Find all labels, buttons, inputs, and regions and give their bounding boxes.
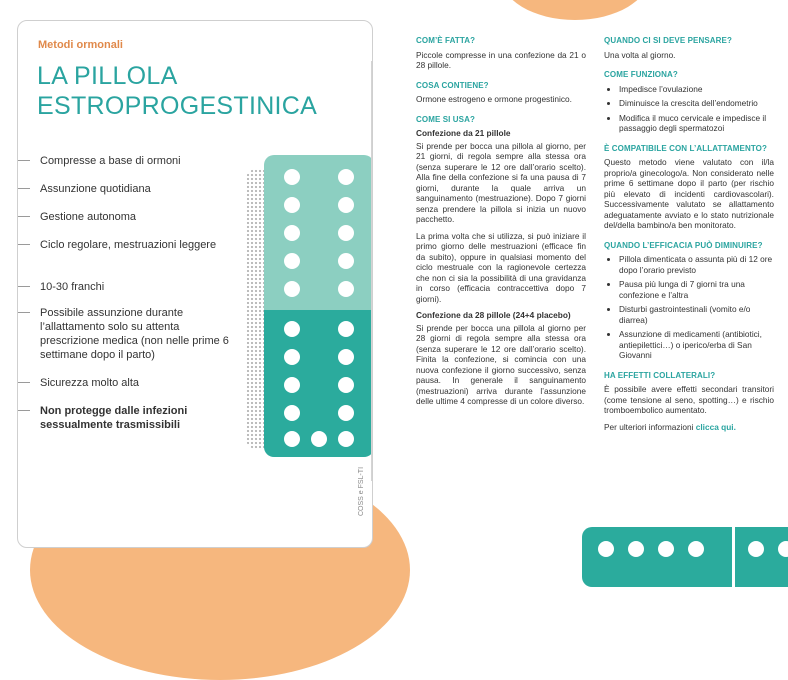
pill (284, 281, 300, 297)
list-item: • Pausa più lunga di 7 giorni tra una confezione e l’altra (619, 279, 774, 300)
list-item: • Diminuisce la crescita dell’endometrio (619, 98, 774, 109)
pill (338, 225, 354, 241)
list-item: • Modifica il muco cervicale e impedisce il passaggio degli spermatozoi (619, 113, 774, 134)
feature-text: Non protegge dalle infezioni sessualmente trasmissibili (40, 405, 188, 431)
pill (284, 405, 300, 421)
pill-pack-illustration (264, 155, 373, 457)
section-side-effects (604, 371, 774, 433)
section-usage (416, 115, 586, 407)
title-line-2: ESTROPROGESTINICA (37, 92, 318, 120)
summary-card (17, 20, 373, 548)
section-text: Si prende per bocca una pillola al giorno, per 21 giorni, di regola sempre alla stessa ora (senza superare le 12 ore dall’orario scelto). Alla fine della confezione si fa una pausa di 7 giorni, durante la quale arriva un sanguinamento (mestruazione). Dopo 7 giorni senza prendere la pillola si inizia un nuovo pacchetto. (416, 140, 586, 224)
list-item: • Pillola dimenticata o assunta più di 12 ore dopo l’orario previsto (619, 254, 774, 275)
tick-mark (18, 216, 30, 217)
content-column-right (604, 36, 774, 442)
pill (338, 197, 354, 213)
title-line-1: LA PILLOLA (37, 62, 178, 90)
pill (338, 405, 354, 421)
pill (284, 431, 300, 447)
feature-text: Possibile assunzione durante l’allattamento solo su attenta prescrizione medica (non nelle prime 6 settimane dopo il parto) (40, 307, 229, 361)
pill (338, 349, 354, 365)
list-item: • Disturbi gastrointestinali (vomito e/o diarrea) (619, 304, 774, 325)
pill (338, 321, 354, 337)
pill (338, 431, 354, 447)
content-column-left (416, 36, 586, 417)
feature-text: 10-30 franchi (40, 281, 105, 293)
section-contains (416, 81, 586, 105)
feature-text: Gestione autonoma (40, 211, 137, 223)
tick-mark (18, 188, 30, 189)
feature-text: Ciclo regolare, mestruazioni leggere (40, 239, 217, 251)
section-breastfeeding (604, 144, 774, 231)
pill (598, 541, 614, 557)
pill (284, 197, 300, 213)
section-text: È possibile avere effetti secondari transitori (come tensione al seno, spotting…) e rischio tromboembolico aumentato. (604, 384, 774, 415)
tick-mark (18, 286, 30, 287)
bullet-list (604, 84, 774, 134)
mini-pill-pack (582, 527, 788, 587)
section-heading: QUANDO CI SI DEVE PENSARE? (604, 36, 732, 45)
credit-text: COSS e FSL-TI (358, 466, 365, 516)
pill (338, 281, 354, 297)
section-heading: COME FUNZIONA? (604, 70, 678, 79)
bullet-list (604, 254, 774, 361)
pill (688, 541, 704, 557)
pill (338, 253, 354, 269)
more-info-text (604, 422, 774, 433)
page-title (37, 61, 317, 121)
section-heading: COM’È FATTA? (416, 36, 476, 45)
feature-text: Assunzione quotidiana (40, 183, 151, 195)
section-text: Ormone estrogeno e ormone progestinico. (416, 94, 572, 104)
section-heading: È COMPATIBILE CON L’ALLATTAMENTO? (604, 143, 767, 153)
section-heading: COME SI USA? (416, 114, 475, 124)
section-text: Si prende per bocca una pillola al giorno per 28 giorni di regola sempre alla stessa ora (senza superare le 12 ore dall’orario scelto). Finita la confezione, si comincia con una nuova confezione il giorno successivo, senza pausa. In generale il sanguinamento (mestruazioni) arriva durante l’assunzione delle ultime 4 compresse di un colore diverso. (416, 322, 586, 406)
section-text: Una volta al giorno. (604, 49, 676, 60)
list-item: • Impedisce l’ovulazione (619, 84, 774, 95)
pill (284, 349, 300, 365)
tick-mark (18, 410, 30, 411)
pill (628, 541, 644, 557)
pill (748, 541, 764, 557)
section-what (416, 36, 586, 71)
tick-mark (18, 244, 30, 245)
more-info-prefix: Per ulteriori informazioni (604, 421, 696, 432)
subsection-heading: Confezione da 28 pillole (24+4 placebo) (416, 310, 571, 320)
subsection-heading: Confezione da 21 pillole (416, 128, 511, 138)
category-label: Metodi ormonali (38, 39, 123, 51)
feature-text: Sicurezza molto alta (40, 377, 140, 389)
pill-pack-top (264, 155, 373, 310)
section-heading: HA EFFETTI COLLATERALI? (604, 370, 716, 380)
section-how-it-works (604, 70, 774, 134)
list-item: • Assunzione di medicamenti (antibiotici, antiepilettici…) o iperico/erba di San Giovanni (619, 329, 774, 361)
section-text: Piccole compresse in una confezione da 21 o 28 pillole. (416, 49, 586, 70)
credit-divider (371, 61, 372, 481)
tick-mark (18, 312, 30, 313)
pill (284, 225, 300, 241)
pill (338, 169, 354, 185)
feature-text: Compresse a base di ormoni (40, 155, 181, 167)
section-efficacy (604, 241, 774, 361)
decorative-blob-top (500, 0, 650, 20)
section-text: Questo metodo viene valutato con il/la proprio/a ginecologo/a. Non considerato nelle prime 6 settimane dopo il parto (per rischio più elevato di incidenti cardiovascolari). Successivamente valutato se allattamento adeguatamente avviato e lo stato nutrizionale del/della bambino/a ben monitorato. (604, 157, 774, 230)
pill (284, 169, 300, 185)
section-heading: QUANDO L’EFFICACIA PUÒ DIMINUIRE? (604, 240, 763, 250)
pill (284, 321, 300, 337)
mini-pack-divider (732, 527, 735, 587)
section-heading: COSA CONTIENE? (416, 80, 489, 90)
pill (284, 253, 300, 269)
pill (778, 541, 788, 557)
more-info-link[interactable]: clicca qui. (695, 421, 736, 432)
pill (658, 541, 674, 557)
pill (338, 377, 354, 393)
section-when (604, 36, 774, 60)
tick-mark (18, 382, 30, 383)
section-text: La prima volta che si utilizza, si può iniziare il primo giorno delle mestruazioni (efficace fin da subito), oppure in qualsiasi momento del ciclo mestruale con la ragionevole certezza che non ci sia la possibilità di una gravidanza in corso (efficacia contraccettiva dopo 7 giorni). (416, 230, 586, 304)
pill (284, 377, 300, 393)
pill (311, 431, 327, 447)
tick-mark (18, 160, 30, 161)
